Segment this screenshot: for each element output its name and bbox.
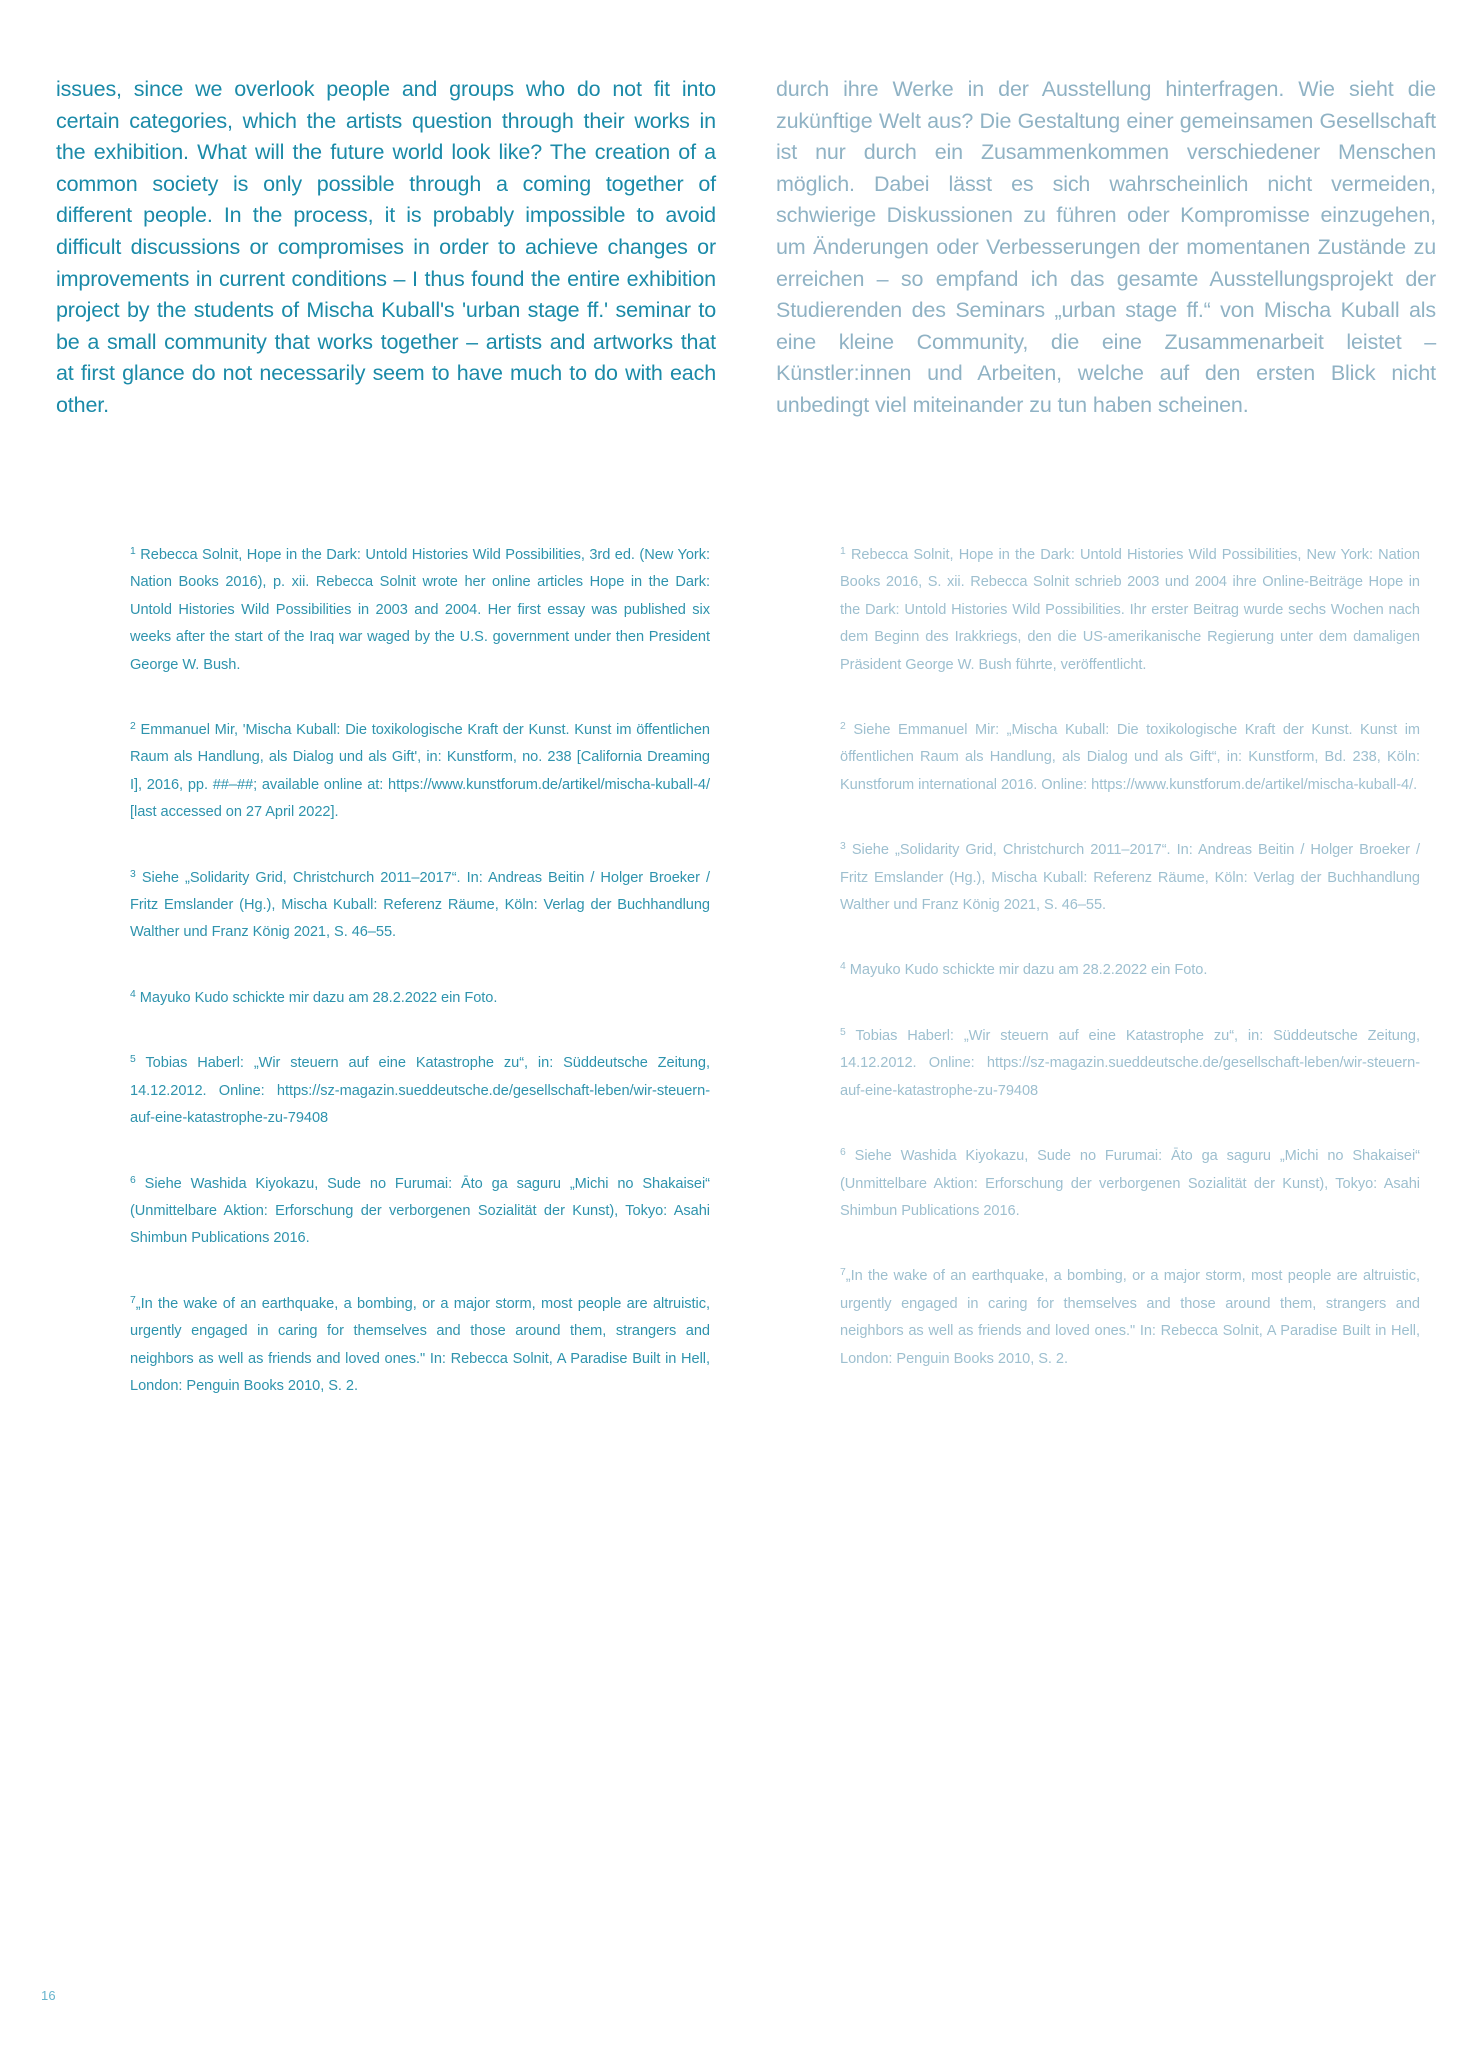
footnote-marker: 5 xyxy=(840,1026,846,1038)
footnote-text: Siehe „Solidarity Grid, Christchurch 2011–2017“. In: Andreas Beitin / Holger Broeker / Fritz Emslander (Hg.), Mischa Kuball: Referenz Räume, Köln: Verlag der Buchhandlung Walther und Franz König 2021, S. 46–55. xyxy=(130,869,710,941)
footnote-item xyxy=(840,1139,1420,1225)
footnote-text: Siehe Emmanuel Mir: „Mischa Kuball: Die toxikologische Kraft der Kunst. Kunst im öffentlichen Raum als Handlung, als Dialog und als Gift“, in: Kunstform, Bd. 238, Köln: Kunstforum international 2016. Online: https://www.kunstforum.de/artikel/mischa-kuball-4/. xyxy=(840,722,1420,793)
footnotes-column-german xyxy=(840,538,1420,1400)
footnote-item xyxy=(130,1046,710,1132)
footnote-item xyxy=(130,1167,710,1253)
footnote-marker: 2 xyxy=(840,721,846,733)
footnote-item xyxy=(840,713,1420,799)
footnote-text: Mayuko Kudo schickte mir dazu am 28.2.2022 ein Foto. xyxy=(849,962,1208,979)
footnotes-region xyxy=(0,538,1460,1400)
page-number: 16 xyxy=(41,1988,56,2003)
footnote-text: Emmanuel Mir, 'Mischa Kuball: Die toxikologische Kraft der Kunst. Kunst im öffentlichen Raum als Handlung, als Dialog und als Gift', in: Kunstform, no. 238 [California Dreaming I], 2016, pp. ##–##; available online at: https://www.kunstforum.de/artikel/mischa-kuball-4/ [last accessed on 27 April 2022]. xyxy=(130,722,710,821)
footnote-item xyxy=(130,861,710,947)
body-paragraph-english: issues, since we overlook people and groups who do not fit into certain categories, which the artists question through their works in the exhibition. What will the future world look like? The creation of a common society is only possible through a coming together of different people. In the process, it is probably impossible to avoid difficult discussions or compromises in order to achieve changes or improvements in current conditions – I thus found the entire exhibition project by the students of Mischa Kuball's 'urban stage ff.' seminar to be a small community that works together – artists and artworks that at first glance do not necessarily seem to have much to do with each other. xyxy=(56,77,716,417)
footnote-item xyxy=(130,713,710,827)
footnote-text: Tobias Haberl: „Wir steuern auf eine Katastrophe zu“, in: Süddeutsche Zeitung, 14.12.2012. Online: https://sz-magazin.sueddeutsche.de/gesellschaft-leben/wir-steuern-auf-eine-katastrophe-zu-79408 xyxy=(840,1027,1420,1099)
footnote-marker: 1 xyxy=(840,546,846,557)
footnote-marker: 7 xyxy=(130,1294,136,1306)
footnote-marker: 4 xyxy=(840,961,846,973)
footnote-text: Rebecca Solnit, Hope in the Dark: Untold Histories Wild Possibilities, 3rd ed. (New York: Nation Books 2016), p. xii. Rebecca Solnit wrote her online articles Hope in the Dark: Untold Histories Wild Possibilities in 2003 and 2004. Her first essay was published six weeks after the start of the Iraq war waged by the U.S. government under then President George W. Bush. xyxy=(130,547,710,673)
footnote-marker: 4 xyxy=(130,988,136,1000)
footnote-marker: 3 xyxy=(840,841,846,853)
footnote-item xyxy=(840,538,1420,679)
footnote-item xyxy=(840,1259,1420,1373)
body-text-region xyxy=(0,74,1460,422)
footnote-marker: 3 xyxy=(130,868,136,880)
body-paragraph-german: durch ihre Werke in der Ausstellung hinterfragen. Wie sieht die zukünftige Welt aus? Die Gestaltung einer gemeinsamen Gesellschaft ist nur durch ein Zusammenkommen verschiedener Menschen möglich. Dabei lässt es sich wahrscheinlich nicht vermeiden, schwierige Diskussionen zu führen oder Kompromisse einzugehen, um Änderungen oder Verbesserungen der momentanen Zustände zu erreichen – so empfand ich das gesamte Ausstellungsprojekt der Studierenden des Seminars „urban stage ff.“ von Mischa Kuball als eine kleine Community, die eine Zusammenarbeit leistet – Künstler:innen und Arbeiten, welche auf den ersten Blick nicht unbedingt viel miteinander zu tun haben scheinen. xyxy=(776,77,1436,417)
footnote-item xyxy=(840,833,1420,919)
footnote-text: Siehe Washida Kiyokazu, Sude no Furumai: Āto ga saguru „Michi no Shakaisei“ (Unmittelbare Aktion: Erforschung der verborgenen Sozialität der Kunst), Tokyo: Asahi Shimbun Publications 2016. xyxy=(840,1148,1420,1219)
footnote-text: Mayuko Kudo schickte mir dazu am 28.2.2022 ein Foto. xyxy=(139,989,498,1006)
body-column-german xyxy=(776,74,1436,422)
footnote-marker: 2 xyxy=(130,721,136,733)
footnote-marker: 7 xyxy=(840,1267,846,1279)
footnote-text: Tobias Haberl: „Wir steuern auf eine Katastrophe zu“, in: Süddeutsche Zeitung, 14.12.2012. Online: https://sz-magazin.sueddeutsche.de/gesellschaft-leben/wir-steuern-auf-eine-katastrophe-zu-79408 xyxy=(130,1055,710,1127)
footnote-text: Siehe Washida Kiyokazu, Sude no Furumai: Āto ga saguru „Michi no Shakaisei“ (Unmittelbare Aktion: Erforschung der verborgenen Sozialität der Kunst), Tokyo: Asahi Shimbun Publications 2016. xyxy=(130,1175,710,1247)
footnotes-column-english xyxy=(130,538,710,1400)
footnote-marker: 6 xyxy=(840,1147,846,1159)
body-column-english xyxy=(56,74,716,422)
footnote-marker: 6 xyxy=(130,1174,136,1186)
footnote-marker: 5 xyxy=(130,1054,136,1066)
footnote-item xyxy=(130,981,710,1012)
footnote-text: „In the wake of an earthquake, a bombing, or a major storm, most people are altruistic, urgently engaged in caring for themselves and those around them, strangers and neighbors as well as friends and loved ones." In: Rebecca Solnit, A Paradise Built in Hell, London: Penguin Books 2010, S. 2. xyxy=(840,1268,1420,1367)
footnote-item xyxy=(130,538,710,679)
footnote-item xyxy=(840,953,1420,984)
footnote-text: Rebecca Solnit, Hope in the Dark: Untold Histories Wild Possibilities, New York: Nation Books 2016, S. xii. Rebecca Solnit schrieb 2003 und 2004 ihre Online-Beiträge Hope in the Dark: Untold Histories Wild Possibilities. Ihr erster Beitrag wurde sechs Wochen nach dem Beginn des Irakkriegs, den die US-amerikanische Regierung unter dem damaligen Präsident George W. Bush führte, veröffentlicht. xyxy=(840,547,1420,673)
footnote-item xyxy=(840,1019,1420,1105)
footnote-text: Siehe „Solidarity Grid, Christchurch 2011–2017“. In: Andreas Beitin / Holger Broeker / Fritz Emslander (Hg.), Mischa Kuball: Referenz Räume, Köln: Verlag der Buchhandlung Walther und Franz König 2021, S. 46–55. xyxy=(840,842,1420,914)
footnote-text: „In the wake of an earthquake, a bombing, or a major storm, most people are altruistic, urgently engaged in caring for themselves and those around them, strangers and neighbors as well as friends and loved ones." In: Rebecca Solnit, A Paradise Built in Hell, London: Penguin Books 2010, S. 2. xyxy=(130,1295,710,1394)
footnote-item xyxy=(130,1287,710,1401)
footnote-marker: 1 xyxy=(130,546,136,557)
